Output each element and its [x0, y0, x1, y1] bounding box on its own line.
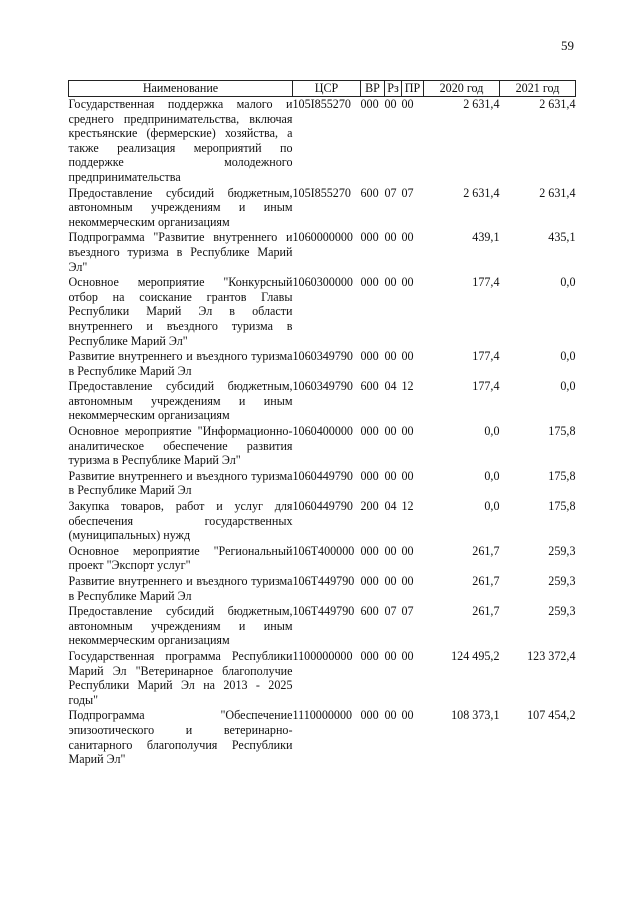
cell-2021: 2 631,4	[539, 97, 576, 111]
cell-2020: 0,0	[484, 499, 500, 514]
cell-pr: 07	[401, 185, 414, 200]
cell-vr: 000	[360, 543, 379, 558]
cell-2020: 439,1	[472, 230, 500, 245]
cell-rz: 00	[384, 349, 397, 364]
cell-vr: 000	[360, 648, 379, 663]
cell-pr: 00	[401, 275, 414, 290]
cell-2021: 123 372,4	[527, 648, 576, 663]
cell-pr: 12	[401, 499, 414, 514]
header-vr: ВР	[361, 81, 385, 97]
cell-rz: 07	[384, 604, 397, 619]
table-row	[69, 499, 576, 544]
cell-pr: 00	[401, 97, 414, 111]
cell-name: Развитие внутреннего и въездного туризма в Республике Марий Эл	[68, 349, 293, 378]
cell-csr: 1100000000	[292, 648, 353, 663]
cell-name: Государственная программа Республики Марий Эл "Ветеринарное благополучие Республики Марий Эл на 2013 - 2025 годы"	[68, 648, 293, 707]
cell-vr: 000	[360, 708, 379, 723]
header-rz: Рз	[385, 81, 402, 97]
cell-rz: 00	[384, 97, 397, 111]
cell-csr: 106T449790	[292, 574, 355, 588]
header-pr: ПР	[402, 81, 424, 97]
cell-2020: 261,7	[472, 604, 500, 619]
header-2021: 2021 год	[500, 81, 576, 97]
cell-vr: 000	[360, 97, 379, 111]
cell-csr: 1060000000	[292, 230, 353, 245]
table-row	[69, 574, 576, 604]
cell-2020: 177,4	[472, 349, 500, 364]
cell-rz: 00	[384, 275, 397, 290]
cell-2020: 177,4	[472, 379, 500, 394]
cell-pr: 00	[401, 543, 414, 558]
cell-csr: 1060400000	[292, 424, 353, 439]
cell-2021: 107 454,2	[527, 708, 576, 723]
cell-2020: 124 495,2	[451, 648, 500, 663]
cell-rz: 00	[384, 424, 397, 439]
cell-pr: 00	[401, 648, 414, 663]
cell-rz: 00	[384, 543, 397, 558]
table-body	[69, 97, 576, 768]
cell-2020: 2 631,4	[463, 185, 500, 200]
cell-vr: 200	[360, 499, 379, 514]
table-row	[69, 275, 576, 349]
cell-2020: 261,7	[472, 543, 500, 558]
cell-pr: 00	[401, 708, 414, 723]
table-row	[69, 97, 576, 186]
table-header-row	[69, 81, 576, 97]
table-row	[69, 649, 576, 708]
cell-name: Подпрограмма "Развитие внутреннего и въездного туризма в Республике Марий Эл"	[68, 230, 293, 274]
table-row	[69, 544, 576, 574]
cell-2020: 0,0	[484, 424, 500, 439]
cell-pr: 00	[401, 424, 414, 439]
cell-2021: 175,8	[548, 468, 576, 483]
header-name: Наименование	[69, 81, 293, 97]
cell-2021: 175,8	[548, 499, 576, 514]
cell-rz: 07	[384, 185, 397, 200]
cell-2021: 175,8	[548, 424, 576, 439]
table-row	[69, 186, 576, 231]
cell-2020: 177,4	[472, 275, 500, 290]
cell-pr: 00	[401, 574, 414, 588]
cell-2021: 0,0	[560, 379, 576, 394]
cell-name: Основное мероприятие "Конкурсный отбор на соискание грантов Главы Республики Марий Эл в области внутреннего и въездного туризма в Республике Марий Эл"	[68, 275, 293, 348]
cell-2020: 108 373,1	[451, 708, 500, 723]
cell-vr: 000	[360, 230, 379, 245]
cell-vr: 600	[360, 604, 379, 619]
cell-pr: 00	[401, 230, 414, 245]
cell-pr: 12	[401, 379, 414, 394]
cell-csr: 1060449790	[292, 499, 353, 514]
cell-rz: 04	[384, 379, 397, 394]
cell-2021: 435,1	[548, 230, 576, 245]
cell-vr: 000	[360, 275, 379, 290]
cell-csr: 1060349790	[292, 349, 353, 364]
cell-2021: 0,0	[560, 275, 576, 290]
cell-2020: 261,7	[472, 574, 500, 588]
budget-table	[68, 80, 576, 768]
cell-pr: 00	[401, 468, 414, 483]
cell-vr: 000	[360, 468, 379, 483]
cell-csr: 106T449790	[292, 604, 355, 619]
cell-name: Государственная поддержка малого и среднего предпринимательства, включая крестьянские (фермерские) хозяйства, а также реализация мероприятий по поддержке молодежного предпринимательства	[68, 97, 293, 184]
cell-vr: 000	[360, 349, 379, 364]
cell-name: Предоставление субсидий бюджетным, автономным учреждениям и иным некоммерческим организациям	[68, 379, 293, 423]
cell-vr: 600	[360, 185, 379, 200]
table-row	[69, 349, 576, 379]
cell-rz: 04	[384, 499, 397, 514]
cell-2021: 2 631,4	[539, 185, 576, 200]
cell-csr: 105I855270	[292, 185, 351, 200]
cell-name: Развитие внутреннего и въездного туризма в Республике Марий Эл	[68, 468, 293, 498]
cell-name: Подпрограмма "Обеспечение эпизоотического и ветеринарно-санитарного благополучия Республики Марий Эл"	[68, 708, 293, 767]
cell-rz: 00	[384, 230, 397, 245]
cell-csr: 105I855270	[292, 97, 351, 111]
cell-csr: 1110000000	[292, 708, 353, 723]
cell-name: Основное мероприятие "Региональный проект "Экспорт услуг"	[68, 543, 293, 573]
cell-name: Закупка товаров, работ и услуг для обеспечения государственных (муниципальных) нужд	[68, 499, 293, 543]
table-row	[69, 379, 576, 424]
cell-2021: 0,0	[560, 349, 576, 364]
cell-rz: 00	[384, 648, 397, 663]
table-row	[69, 604, 576, 649]
cell-2021: 259,3	[548, 604, 576, 619]
cell-name: Основное мероприятие "Информационно-аналитическое обеспечение развития туризма в Республике Марий Эл"	[68, 424, 293, 468]
cell-csr: 1060300000	[292, 275, 353, 290]
cell-pr: 00	[401, 349, 414, 364]
cell-name: Предоставление субсидий бюджетным, автономным учреждениям и иным некоммерческим организациям	[68, 604, 293, 648]
cell-vr: 600	[360, 379, 379, 394]
cell-vr: 000	[360, 574, 379, 588]
cell-name: Предоставление субсидий бюджетным, автономным учреждениям и иным некоммерческим организациям	[68, 185, 293, 229]
table-row	[69, 230, 576, 275]
cell-csr: 106T400000	[292, 543, 355, 558]
cell-2021: 259,3	[548, 574, 576, 588]
cell-rz: 00	[384, 468, 397, 483]
page-number: 59	[561, 38, 574, 53]
cell-rz: 00	[384, 574, 397, 588]
cell-name: Развитие внутреннего и въездного туризма в Республике Марий Эл	[68, 574, 293, 603]
cell-2021: 259,3	[548, 543, 576, 558]
table-row	[69, 424, 576, 469]
header-csr: ЦСР	[293, 81, 361, 97]
cell-2020: 2 631,4	[463, 97, 500, 111]
header-2020: 2020 год	[424, 81, 500, 97]
cell-csr: 1060349790	[292, 379, 353, 394]
cell-vr: 000	[360, 424, 379, 439]
cell-pr: 07	[401, 604, 414, 619]
table-row	[69, 708, 576, 767]
table-row	[69, 469, 576, 499]
cell-csr: 1060449790	[292, 468, 353, 483]
cell-rz: 00	[384, 708, 397, 723]
cell-2020: 0,0	[484, 468, 500, 483]
